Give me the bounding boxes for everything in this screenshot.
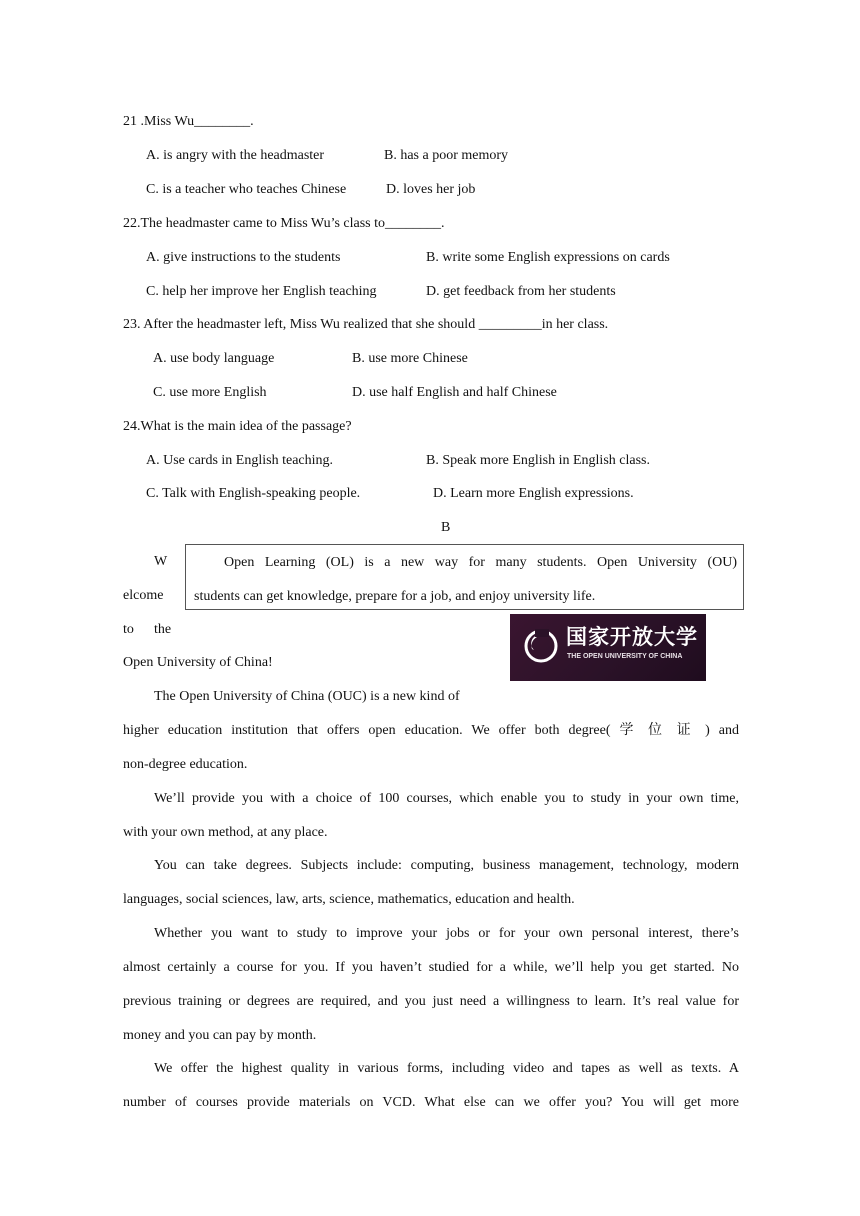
question-24-stem: 24.What is the main idea of the passage? xyxy=(123,419,352,434)
logo-english-name: THE OPEN UNIVERSITY OF CHINA xyxy=(567,653,683,660)
passage-line-1: The Open University of China (OUC) is a new kind of xyxy=(154,689,460,704)
question-23-stem: 23. After the headmaster left, Miss Wu realized that she should _________in her class. xyxy=(123,317,609,332)
passage-line-8: Whether you want to study to improve your jobs or for your own personal interest, there’s xyxy=(154,926,739,941)
question-22-option-c: C. help her improve her English teaching xyxy=(146,284,377,299)
passage-line-10: previous training or degrees are required, and you just need a willingness to learn. It’s real value for xyxy=(123,994,739,1009)
welcome-fragment-4: the xyxy=(154,622,172,637)
passage-line-13: number of courses provide materials on VCD. What else can we offer you? You will get more xyxy=(123,1095,739,1110)
question-24-option-c: C. Talk with English-speaking people. xyxy=(146,486,361,501)
ouc-emblem-icon xyxy=(524,629,558,663)
question-23-option-a: A. use body language xyxy=(153,351,275,366)
open-learning-textbox xyxy=(185,544,744,610)
question-23-option-b: B. use more Chinese xyxy=(352,351,468,366)
question-24-option-a: A. Use cards in English teaching. xyxy=(146,453,334,468)
section-label: B xyxy=(441,520,451,535)
welcome-heading-line: Open University of China! xyxy=(123,655,273,670)
question-23-option-c: C. use more English xyxy=(153,385,267,400)
welcome-fragment-1: W xyxy=(154,554,168,569)
question-22-stem: 22.The headmaster came to Miss Wu’s class to________. xyxy=(123,216,445,231)
passage-line-2: higher education institution that offers open education. We offer both degree( 学 位 证 ) and xyxy=(123,723,739,738)
passage-line-5: with your own method, at any place. xyxy=(123,825,328,840)
question-24-option-b: B. Speak more English in English class. xyxy=(426,453,650,468)
logo-chinese-name: 国家开放大学 xyxy=(566,625,698,649)
question-22-option-b: B. write some English expressions on cards xyxy=(426,250,670,265)
welcome-fragment-3: to xyxy=(123,622,134,637)
question-21-option-c: C. is a teacher who teaches Chinese xyxy=(146,182,347,197)
passage-line-3: non-degree education. xyxy=(123,757,248,772)
textbox-line-1: Open Learning (OL) is a new way for many students. Open University (OU) xyxy=(224,555,737,570)
welcome-fragment-2: elcome xyxy=(123,588,164,603)
question-23-option-d: D. use half English and half Chinese xyxy=(352,385,557,400)
question-22-option-d: D. get feedback from her students xyxy=(426,284,616,299)
textbox-line-2: students can get knowledge, prepare for a job, and enjoy university life. xyxy=(194,589,596,604)
passage-line-9: almost certainly a course for you. If you haven’t studied for a while, we’ll help you get started. No xyxy=(123,960,739,975)
question-21-option-d: D. loves her job xyxy=(386,182,476,197)
passage-line-6: You can take degrees. Subjects include: computing, business management, technology, modern xyxy=(154,858,739,873)
ouc-logo xyxy=(510,614,706,681)
question-21-option-a: A. is angry with the headmaster xyxy=(146,148,325,163)
passage-line-7: languages, social sciences, law, arts, science, mathematics, education and health. xyxy=(123,892,575,907)
passage-line-4: We’ll provide you with a choice of 100 courses, which enable you to study in your own time, xyxy=(154,791,739,806)
question-21-option-b: B. has a poor memory xyxy=(384,148,509,163)
question-22-option-a: A. give instructions to the students xyxy=(146,250,341,265)
passage-line-12: We offer the highest quality in various forms, including video and tapes as well as texts. A xyxy=(154,1061,739,1076)
passage-line-11: money and you can pay by month. xyxy=(123,1028,317,1043)
question-24-option-d: D. Learn more English expressions. xyxy=(433,486,634,501)
question-21-stem: 21 .Miss Wu________. xyxy=(123,114,254,129)
